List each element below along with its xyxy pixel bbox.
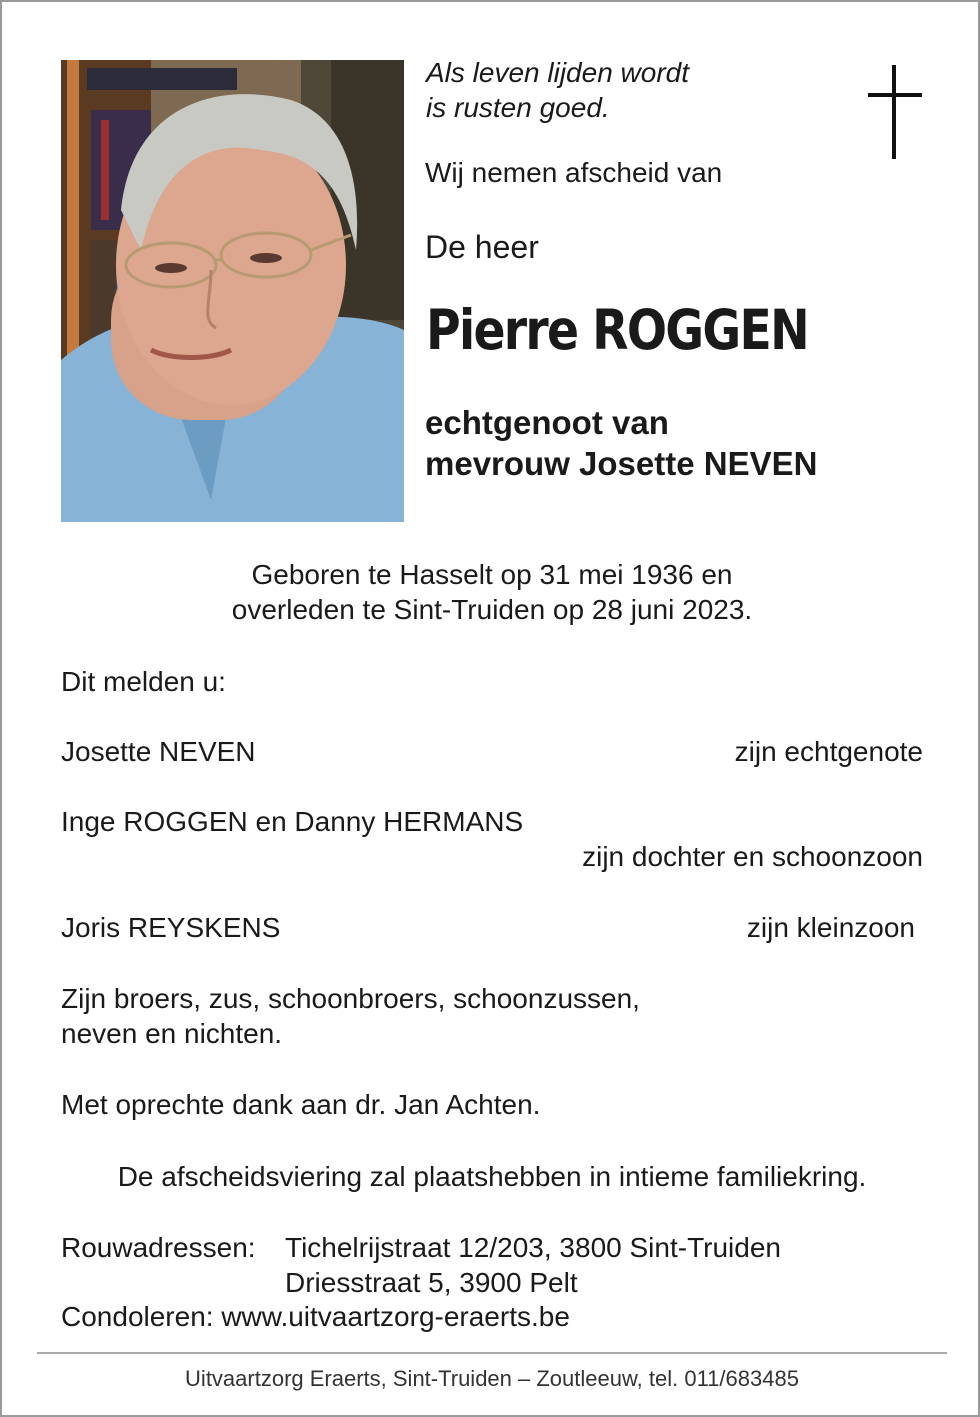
family-relation: zijn dochter en schoonzoon (582, 841, 923, 872)
extended-family-line-2: neven en nichten. (61, 1018, 283, 1049)
death-line: overleden te Sint-Truiden op 28 juni 2023. (231, 594, 753, 625)
deceased-name: Pierre ROGGEN (426, 298, 808, 362)
condolences-text: Condoleren: www.uitvaartzorg-eraerts.be (61, 1301, 570, 1332)
footer-text: Uitvaartzorg Eraerts, Sint-Truiden – Zoutleeuw, tel. 011/683485 (185, 1366, 799, 1391)
family-name: Joris REYSKENS (61, 912, 281, 943)
family-name: Josette NEVEN (61, 736, 256, 767)
birth-line: Geboren te Hasselt op 31 mei 1936 en (251, 559, 733, 590)
addresses-label: Rouwadressen: (61, 1232, 256, 1263)
cross-icon-bar (868, 93, 922, 97)
address-line-1: Tichelrijstraat 12/203, 3800 Sint-Truiden (285, 1232, 781, 1263)
quote-line-1: Als leven lijden wordt (426, 57, 690, 88)
thanks-text: Met oprechte dank aan dr. Jan Achten. (61, 1089, 541, 1120)
spouse-line-2: mevrouw Josette NEVEN (425, 445, 818, 482)
family-relation: zijn echtgenote (734, 736, 923, 767)
address-line-2: Driesstraat 5, 3900 Pelt (285, 1267, 578, 1298)
footer-divider (37, 1352, 947, 1354)
announce-heading: Dit melden u: (61, 666, 226, 697)
honorific: De heer (425, 229, 539, 265)
quote-line-2: is rusten goed. (426, 92, 610, 123)
portrait-illustration (61, 60, 404, 522)
portrait-photo (61, 60, 404, 522)
spouse-line-1: echtgenoot van (425, 404, 669, 441)
family-relation: zijn kleinzoon (746, 912, 915, 943)
cross-icon (892, 65, 896, 159)
ceremony-text: De afscheidsviering zal plaatshebben in intieme familiekring. (117, 1161, 867, 1192)
intro-text: Wij nemen afscheid van (425, 157, 723, 188)
family-name: Inge ROGGEN en Danny HERMANS (61, 806, 524, 837)
extended-family-line-1: Zijn broers, zus, schoonbroers, schoonzussen, (61, 983, 640, 1014)
